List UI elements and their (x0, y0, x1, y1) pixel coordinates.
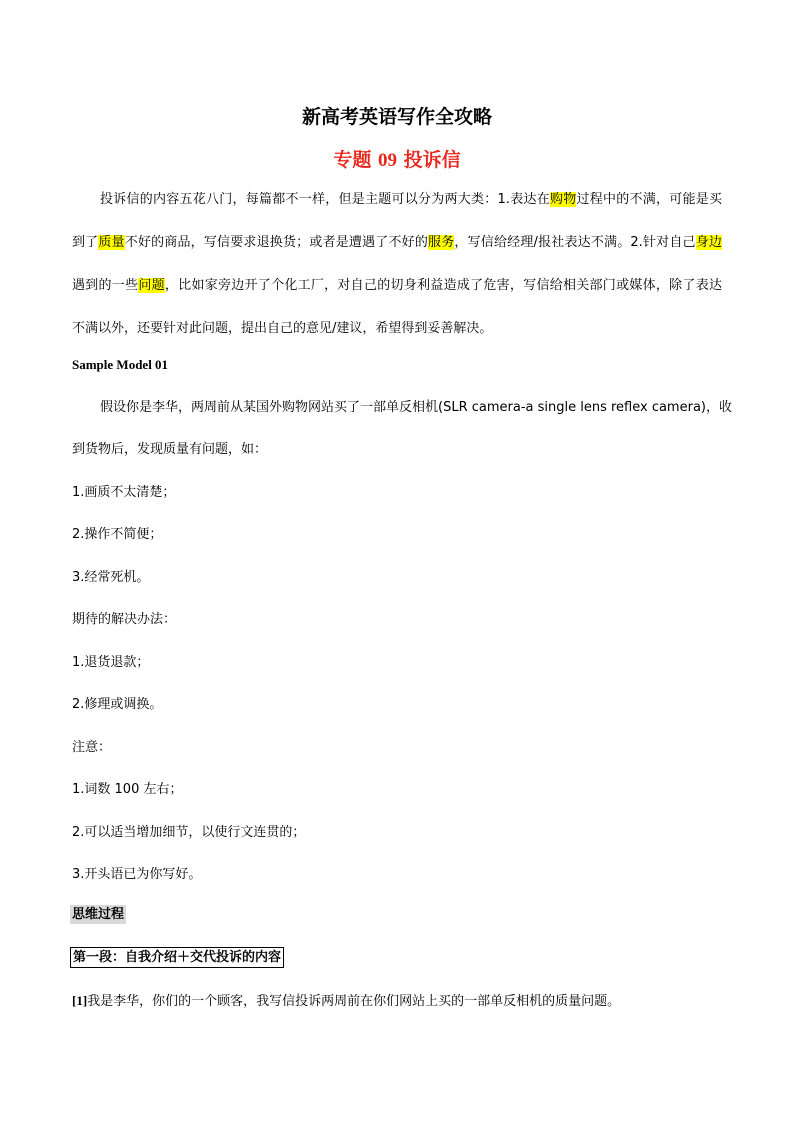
highlight-service: 服务 (428, 235, 455, 250)
subtitle-prefix: 专题 (333, 149, 372, 171)
highlight-shopping: 购物 (549, 192, 577, 207)
sentence-tag: [1] (72, 993, 88, 1008)
prompt-line-2: 到货物后，发现质量有问题，如： (72, 442, 268, 457)
sentence-1 (72, 990, 620, 1009)
highlight-problem: 问题 (138, 278, 165, 293)
note-item: 3.开头语已为你写好。 (72, 867, 202, 882)
thinking-heading-text: 思维过程 (72, 907, 125, 922)
highlight-nearby: 身边 (695, 235, 722, 250)
problem-item: 2.操作不简便； (72, 527, 163, 542)
topic-subtitle (0, 145, 794, 172)
intro-text-1: 投诉信的内容五花八门，每篇都不一样，但是主题可以分为两大类：1.表达在 (100, 192, 550, 207)
intro-text-6: ，比如家旁边开了个化工厂，对自己的切身利益造成了危害，写信给相关部门或媒体，除了表达不满以外，还要针对此问题，提出自己的意见/建议，希望得到妥善解决。 (72, 278, 722, 336)
subtitle-number: 09 (378, 150, 397, 171)
thinking-heading (70, 903, 126, 922)
sample-heading: Sample Model 01 (72, 357, 169, 372)
problem-item: 1.画质不太清楚； (72, 485, 176, 500)
note-item: 1.词数 100 左右； (72, 782, 183, 797)
prompt-line-1: 假设你是李华，两周前从某国外购物网站买了一部单反相机(SLR camera-a single lens reflex camera)，收 (100, 400, 732, 415)
subtitle-topic: 投诉信 (403, 149, 461, 171)
page-title: 新高考英语写作全攻略 (301, 106, 492, 128)
paragraph1-heading (70, 946, 284, 965)
note-item: 2.可以适当增加细节，以使行文连贯的； (72, 825, 306, 840)
intro-paragraph (72, 178, 722, 350)
sentence-text: 我是李华，你们的一个顾客，我写信投诉两周前在你们网站上买的一部单反相机的质量问题。 (87, 994, 621, 1009)
paragraph1-heading-text: 第一段：自我介绍＋交代投诉的内容 (70, 947, 284, 968)
highlight-quality: 质量 (98, 235, 125, 250)
problem-item: 3.经常死机。 (72, 570, 150, 585)
solutions-heading: 期待的解决办法： (72, 612, 177, 627)
intro-text-5: 遇到的一些 (72, 278, 139, 293)
solution-item: 1.退货退款； (72, 655, 150, 670)
intro-text-4: ，写信给经理/报社表达不满。2.针对自己 (454, 235, 696, 250)
solution-item: 2.修理或调换。 (72, 697, 163, 712)
intro-text-3: 不好的商品，写信要求退换货；或者是遭遇了不好的 (124, 235, 429, 250)
notes-heading: 注意： (72, 740, 112, 755)
intro-text-2: 过程中的不满，可能是买到了 (72, 192, 722, 250)
